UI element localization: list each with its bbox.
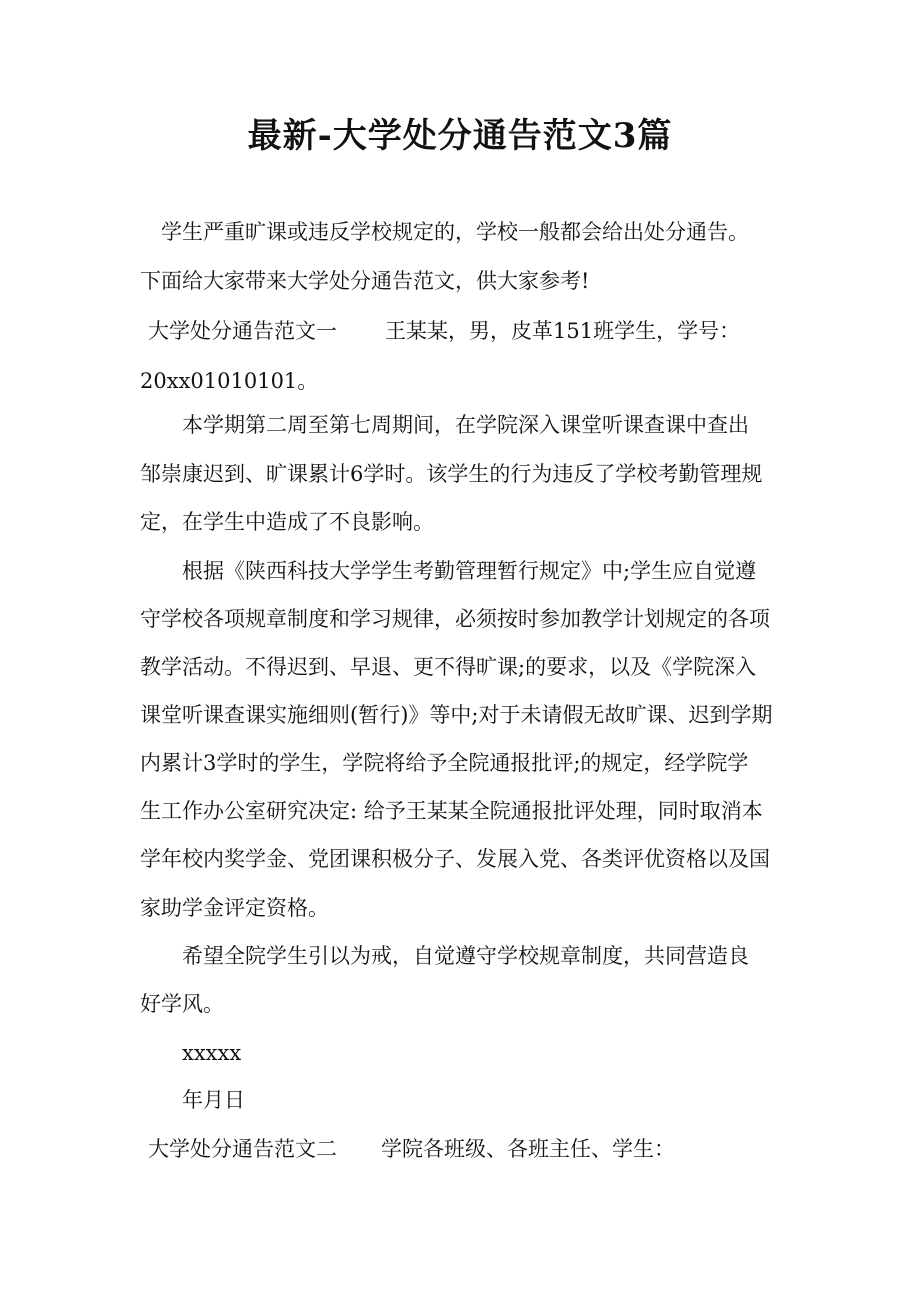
paragraph-line: 内累计3学时的学生，学院将给予全院通报批评;的规定，经学院学 [140,751,749,775]
paragraph-line: 家助学金评定资格。 [140,896,329,920]
section-two-text: 学院各班级、各班主任、学生： [381,1137,675,1161]
paragraph-line: 本学期第二周至第七周期间，在学院深入课堂听课查课中查出 [140,413,749,437]
paragraph-line: 根据《陕西科技大学学生考勤管理暂行规定》中;学生应自觉遵 [140,559,757,583]
paragraph-line: 好学风。 [140,992,224,1016]
section-two-heading: 大学处分通告范文二 [148,1137,337,1161]
paragraph-line: 邹崇康迟到、旷课累计6学时。该学生的行为违反了学校考勤管理规 [140,462,763,486]
paragraph-line: 希望全院学生引以为戒，自觉遵守学校规章制度，共同营造良 [140,944,749,968]
paragraph-line: 下面给大家带来大学处分通告范文，供大家参考! [140,269,590,293]
document-title: 最新-大学处分通告范文3篇 [247,116,673,156]
paragraph-line: 20xx01010101。 [140,369,319,393]
section-one-line [140,316,740,346]
paragraph-line: 学年校内奖学金、党团课积极分子、发展入党、各类评优资格以及国 [140,847,770,871]
paragraph-line: 课堂听课查课实施细则(暂行)》等中;对于未请假无故旷课、迟到学期 [140,703,773,727]
paragraph-line: 定，在学生中造成了不良影响。 [140,510,434,534]
section-one-text: 王某某，男，皮革151班学生，学号： [385,319,741,343]
section-two-line [140,1134,675,1164]
paragraph-line: 年月日 [140,1088,245,1112]
paragraph-line: xxxxx [140,1041,242,1065]
section-one-heading: 大学处分通告范文一 [148,319,337,343]
paragraph-line: 学生严重旷课或违反学校规定的，学校一般都会给出处分通告。 [140,220,749,244]
paragraph-line: 教学活动。不得迟到、早退、更不得旷课;的要求，以及《学院深入 [140,655,757,679]
paragraph-line: 守学校各项规章制度和学习规律，必须按时参加教学计划规定的各项 [140,607,770,631]
paragraph-line: 生工作办公室研究决定: 给予王某某全院通报批评处理，同时取消本 [140,799,763,823]
